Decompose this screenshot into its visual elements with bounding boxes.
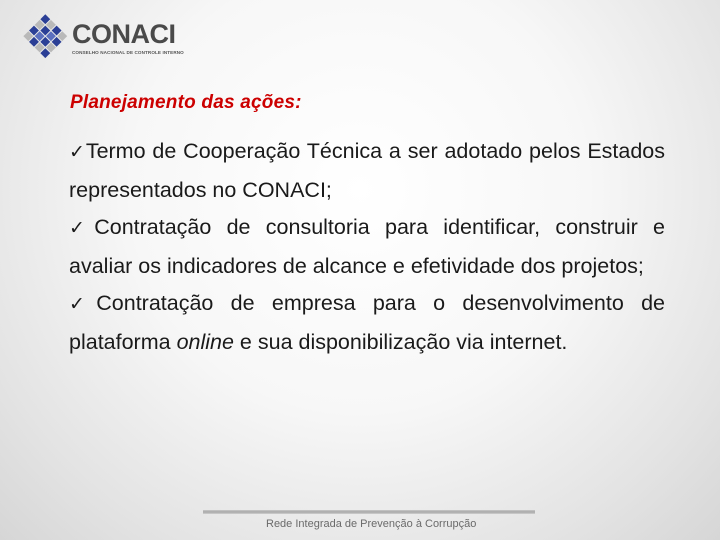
conaci-logo bbox=[20, 14, 184, 64]
list-item-text: Contratação de consultoria para identificar, construir e avaliar os indicadores de alcance e efetividade dos projetos; bbox=[69, 215, 666, 278]
footer-text: Rede Integrada de Prevenção à Corrupção bbox=[266, 518, 477, 530]
list-item bbox=[69, 133, 665, 209]
conaci-logo-mark-icon bbox=[20, 14, 72, 64]
check-icon: ✓ bbox=[69, 141, 86, 163]
list-item-text: Termo de Cooperação Técnica a ser adotado pelos Estados representados no CONACI; bbox=[69, 139, 666, 202]
list-item-emphasis: online bbox=[176, 329, 234, 354]
logo-wordmark: CONACI bbox=[72, 19, 176, 49]
footer-divider bbox=[203, 510, 535, 514]
check-icon: ✓ bbox=[69, 217, 95, 239]
logo-subtitle: CONSELHO NACIONAL DE CONTROLE INTERNO bbox=[72, 50, 184, 55]
slide-title: Planejamento das ações: bbox=[70, 92, 302, 113]
check-icon: ✓ bbox=[69, 293, 97, 315]
list-item-text-end: e sua disponibilização via internet. bbox=[233, 329, 568, 354]
slide-content bbox=[69, 133, 665, 361]
list-item bbox=[69, 209, 665, 285]
list-item bbox=[69, 285, 665, 361]
list-item-text: Contratação de empresa para o desenvolvimento de plataforma bbox=[69, 291, 665, 354]
